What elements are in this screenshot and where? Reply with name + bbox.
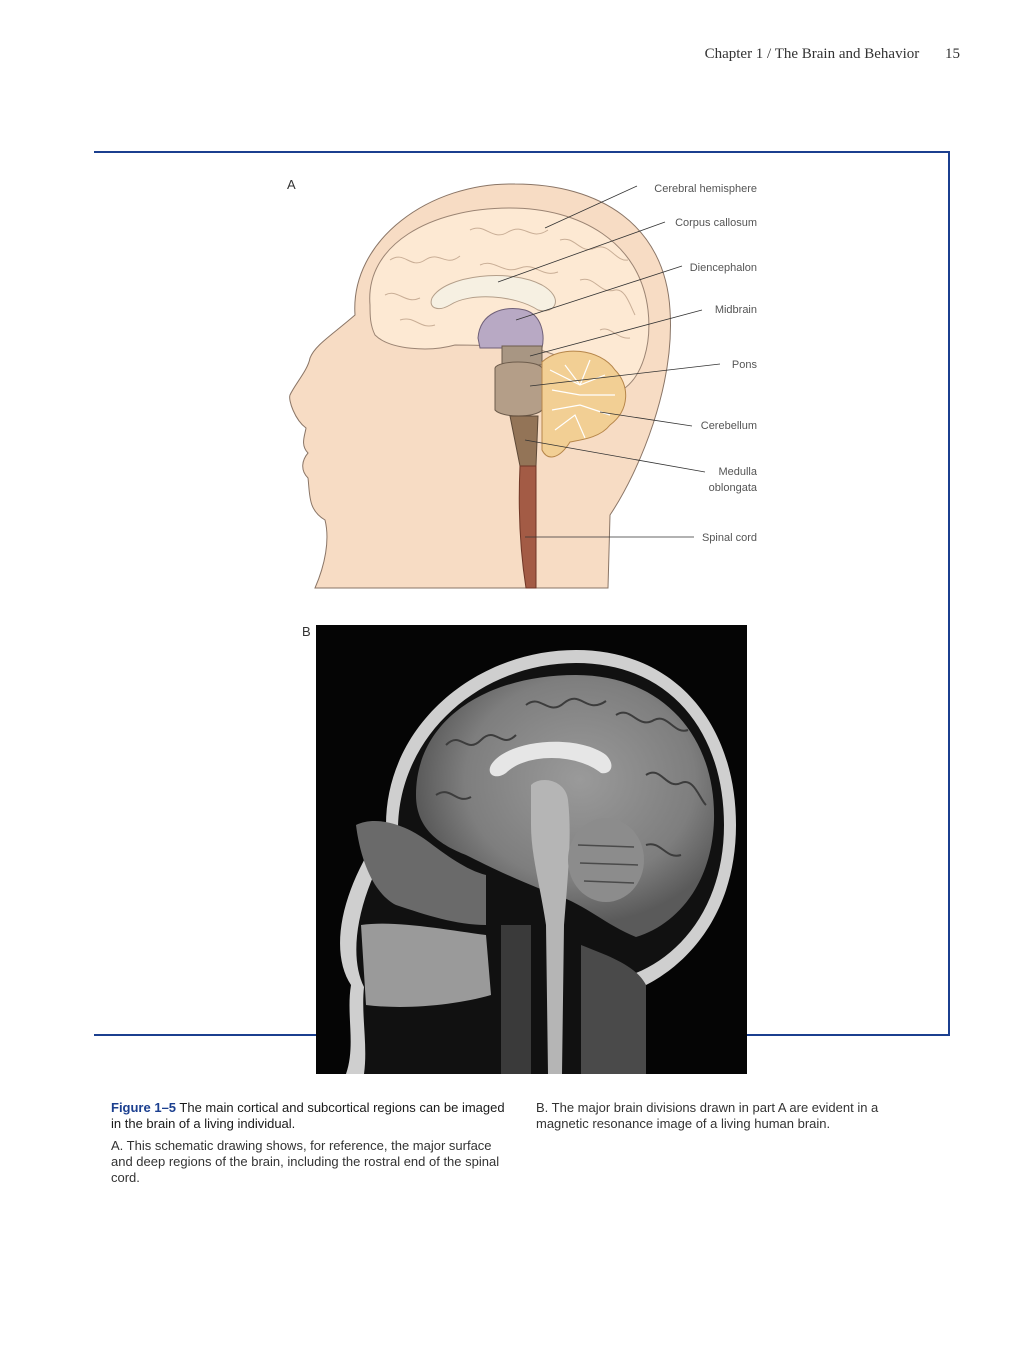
figure-frame-top-rule <box>94 151 950 153</box>
caption-right-column <box>536 1100 928 1138</box>
caption-title-paragraph <box>111 1100 511 1132</box>
label-medulla-line2: oblongata <box>708 482 757 494</box>
brain-schematic-diagram <box>280 170 780 590</box>
label-medulla-line1: Medulla <box>718 466 757 478</box>
mri-sagittal-image <box>316 625 747 1074</box>
mri-cerebellum <box>568 818 644 902</box>
chapter-title: Chapter 1 / The Brain and Behavior <box>704 46 920 62</box>
label-pons: Pons <box>731 359 757 371</box>
mri-tongue <box>361 924 491 1007</box>
label-cerebral-hemisphere: Cerebral hemisphere <box>654 183 757 195</box>
caption-left-column <box>111 1100 511 1192</box>
figure-title: The main cortical and subcortical regions can be imaged in the brain of a living individual. <box>111 1100 505 1131</box>
label-spinal-cord: Spinal cord <box>701 532 757 544</box>
pons-shape <box>495 362 542 416</box>
label-midbrain: Midbrain <box>714 304 757 316</box>
label-diencephalon: Diencephalon <box>689 262 757 274</box>
label-corpus-callosum: Corpus callosum <box>675 217 757 229</box>
panel-b-letter: B <box>302 624 311 639</box>
figure-frame-right-rule <box>948 151 950 1036</box>
figure-number: Figure 1–5 <box>111 1100 177 1115</box>
caption-part-b: B. The major brain divisions drawn in part A are evident in a magnetic resonance image of a living human brain. <box>536 1100 879 1131</box>
caption-part-a: A. This schematic drawing shows, for reference, the major surface and deep regions of the brain, including the rostral end of the spinal cord. <box>111 1138 500 1185</box>
label-cerebellum: Cerebellum <box>700 420 757 432</box>
page-number: 15 <box>945 46 960 62</box>
running-head <box>500 46 960 63</box>
panel-a-letter: A <box>287 177 296 192</box>
